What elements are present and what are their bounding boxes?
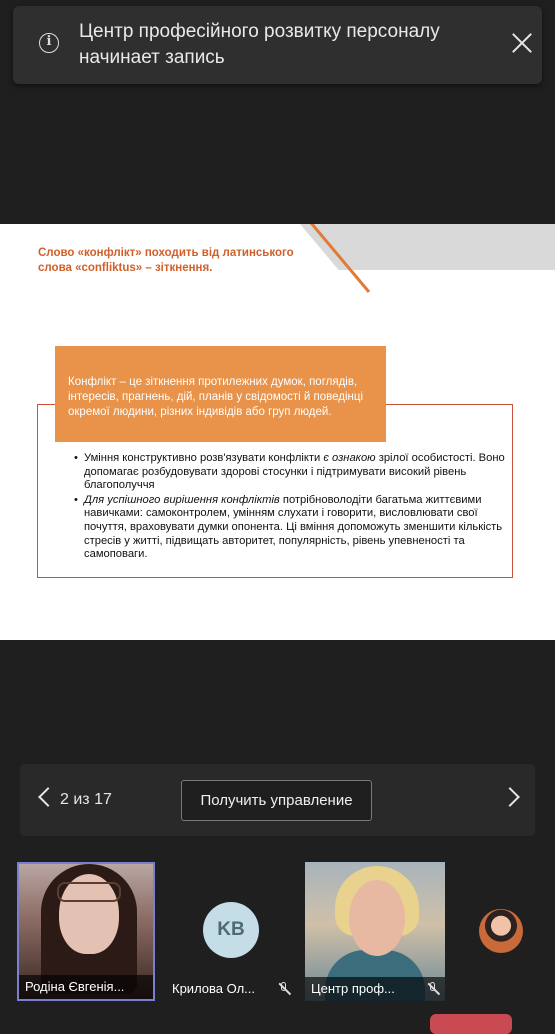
bullet-item: • Для успішного вирішення конфліктів потрібноволодіти багатьма життєвими навичками: самоконтролем, умінням слухати і говорити, висловлювати свої почуття, враховувати думки опонента. Ці вміння допоможуть зменшити кількість стресів у житті, підвищать авторитет, популярність, рівень упевненості та самоповаги.	[74, 494, 506, 562]
slide-decoration-grey	[300, 224, 555, 270]
presentation-controls	[20, 764, 535, 836]
close-icon[interactable]	[509, 30, 535, 56]
definition-text: Конфлікт – це зіткнення протилежних думок, поглядів, інтересів, прагнень, дій, планів у свідомості й поведінці окремої людини, різних індивідів або груп людей.	[68, 376, 364, 418]
definition-box	[55, 346, 386, 442]
initials-avatar: KB	[203, 902, 259, 958]
participant-face	[349, 880, 405, 956]
leave-button[interactable]	[430, 1014, 512, 1034]
chevron-left-icon[interactable]	[38, 787, 58, 807]
participant-tile[interactable]	[166, 862, 296, 1001]
mic-muted-icon	[278, 982, 290, 996]
avatar-photo	[479, 909, 523, 953]
participant-name: Центр проф...	[305, 977, 445, 1001]
participant-tile[interactable]	[305, 862, 445, 1001]
mic-muted-icon	[427, 982, 439, 996]
take-control-button[interactable]: Получить управление	[181, 780, 372, 821]
participant-tile[interactable]	[456, 862, 555, 1001]
participant-name: Крилова Ол...	[172, 981, 256, 996]
chevron-right-icon[interactable]	[500, 787, 520, 807]
bullet-list	[74, 452, 506, 563]
shared-slide	[0, 224, 555, 640]
glasses-shape	[57, 882, 121, 902]
participant-tile[interactable]	[17, 862, 155, 1001]
recording-notification	[13, 6, 542, 84]
participant-name: Родіна Євгенія...	[19, 975, 153, 999]
info-icon: i	[39, 33, 59, 53]
page-indicator: 2 из 17	[60, 791, 112, 808]
notification-message: Центр професійного розвитку персоналу начинает запись	[79, 21, 440, 68]
slide-title: Слово «конфлікт» походить від латинського слова «confliktus» – зіткнення.	[38, 247, 294, 274]
bullet-item: • Уміння конструктивно розв'язувати конфлікти є ознакою зрілої особистості. Воно допомагає розбудовувати здорові стосунки і підтримувати високий рівень благополуччя	[74, 452, 506, 493]
